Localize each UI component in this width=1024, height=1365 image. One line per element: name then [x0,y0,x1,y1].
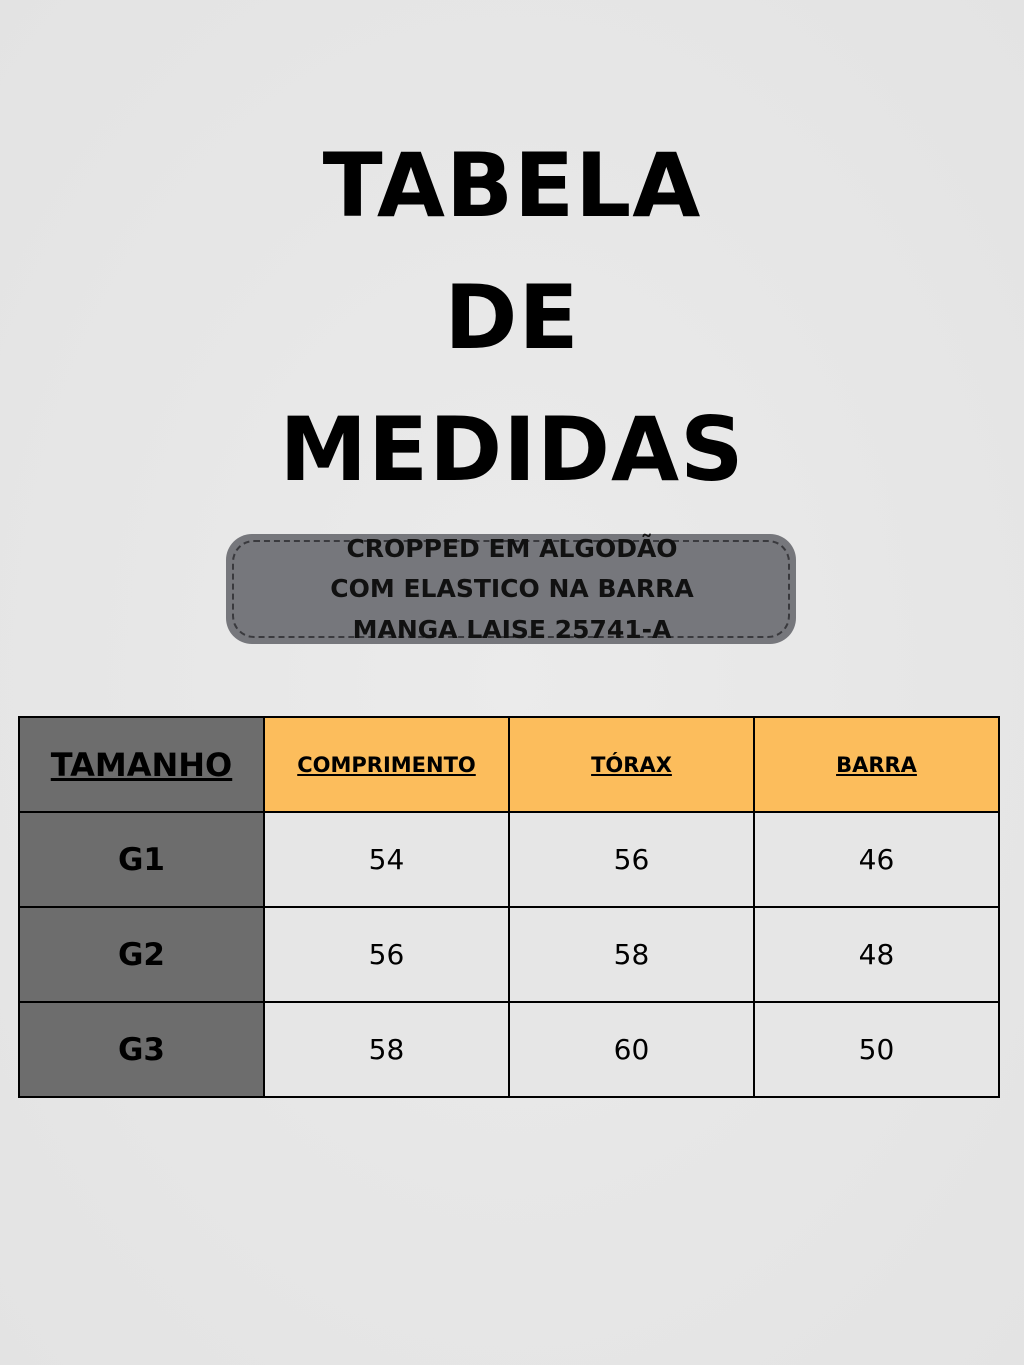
torax-value: 58 [509,907,754,1002]
header-comprimento: COMPRIMENTO [264,717,509,812]
comprimento-value: 58 [264,1002,509,1097]
torax-value: 56 [509,812,754,907]
page-title-line-3: MEDIDAS [279,398,745,501]
comprimento-value: 56 [264,907,509,1002]
page-title-line-1: TABELA [322,134,702,237]
barra-value: 46 [754,812,999,907]
size-label: G1 [19,812,264,907]
table-row [19,1002,999,1097]
product-description-line-2: COM ELASTICO NA BARRA [330,574,694,603]
barra-value: 48 [754,907,999,1002]
table-row [19,812,999,907]
page-title-line-2: DE [444,266,580,369]
size-label: G2 [19,907,264,1002]
comprimento-value: 54 [264,812,509,907]
table-row [19,907,999,1002]
header-barra: BARRA [754,717,999,812]
torax-value: 60 [509,1002,754,1097]
header-torax: TÓRAX [509,717,754,812]
header-tamanho: TAMANHO [19,717,264,812]
table-header-row [19,717,999,812]
size-label: G3 [19,1002,264,1097]
size-chart-table [18,716,1000,1098]
barra-value: 50 [754,1002,999,1097]
product-description-line-3: MANGA LAISE 25741-A [352,615,672,644]
product-description-line-1: CROPPED EM ALGODÃO [346,534,678,563]
